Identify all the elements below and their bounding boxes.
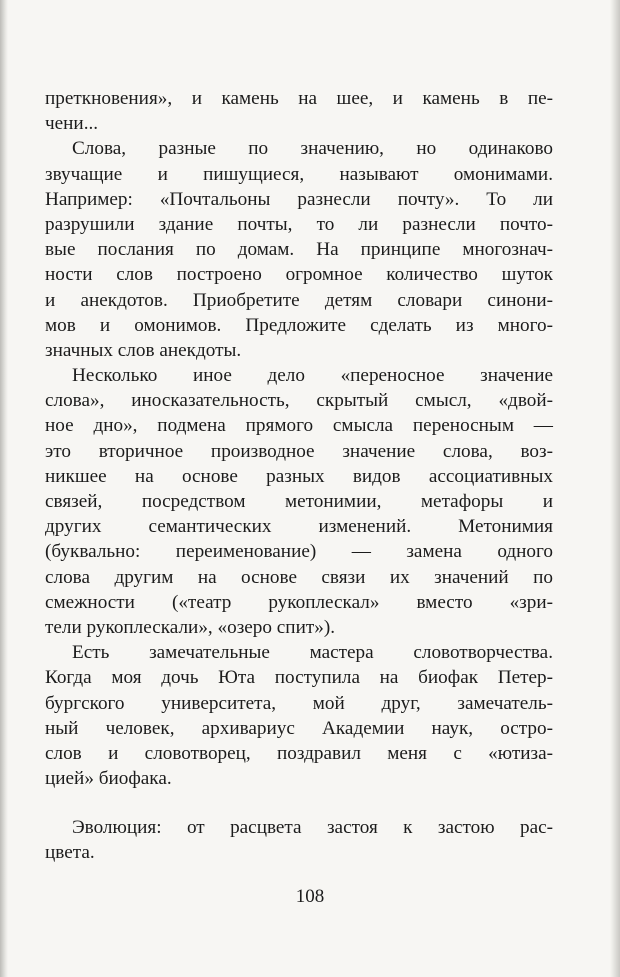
text-line: мов и омонимов. Предложите сделать из много-	[45, 314, 553, 336]
text-line: других семантических изменений. Метонимия	[45, 516, 553, 538]
text-line: это вторичное производное значение слова, воз-	[45, 440, 553, 462]
text-line: чени...	[45, 113, 99, 135]
body-text	[45, 86, 553, 866]
text-line: цией» биофака.	[45, 768, 172, 790]
text-line: Эволюция: от расцвета застоя к застою рас-	[72, 817, 553, 839]
text-line: слова другим на основе связи их значений по	[45, 566, 553, 588]
text-line: значных слов анекдоты.	[45, 339, 242, 361]
text-line: тели рукоплескали», «озеро спит»).	[45, 616, 336, 638]
page-outer-edge	[610, 0, 620, 977]
page-binding-edge	[0, 0, 8, 977]
text-line: звучащие и пишущиеся, называют омонимами.	[45, 163, 553, 185]
text-line: разрушили здание почты, то ли разнесли почто-	[45, 213, 553, 235]
text-line: ное дно», подмена прямого смысла переносным —	[45, 415, 553, 437]
text-line: вые послания по домам. На принципе многознач-	[45, 239, 553, 261]
text-line: Когда моя дочь Юта поступила на биофак Петер-	[45, 667, 553, 689]
text-line: и анекдотов. Приобретите детям словари синони-	[45, 289, 553, 311]
page-number: 108	[295, 886, 325, 907]
text-line: Например: «Почтальоны разнесли почту». То ли	[45, 188, 553, 210]
text-line: слов и словотворец, поздравил меня с «ютиза-	[45, 742, 553, 764]
text-line: слова», иносказательность, скрытый смысл, «двой-	[45, 390, 553, 412]
paragraph	[45, 640, 553, 791]
text-line: смежности («театр рукоплескал» вместо «зри-	[45, 591, 553, 613]
text-line: ный человек, архивариус Академии наук, остро-	[45, 717, 553, 739]
paragraph	[45, 136, 553, 363]
text-line: ности слов построено огромное количество шуток	[45, 264, 553, 286]
text-line: бургского университета, мой друг, замечатель-	[45, 692, 553, 714]
text-line: цвета.	[45, 842, 95, 864]
text-line: связей, посредством метонимии, метафоры и	[45, 491, 553, 512]
paragraph-gap	[45, 791, 553, 815]
text-line: Есть замечательные мастера словотворчества.	[72, 642, 553, 664]
paragraph	[45, 86, 553, 136]
paragraph	[45, 363, 553, 640]
text-line: никшее на основе разных видов ассоциативных	[45, 465, 553, 487]
text-line: (буквально: переименование) — замена одного	[45, 541, 553, 563]
text-line: Несколько иное дело «переносное значение	[72, 365, 553, 387]
text-line: Слова, разные по значению, но одинаково	[72, 138, 553, 160]
text-line: преткновения», и камень на шее, и камень в пе-	[45, 88, 553, 109]
epigraph-paragraph	[45, 815, 553, 865]
